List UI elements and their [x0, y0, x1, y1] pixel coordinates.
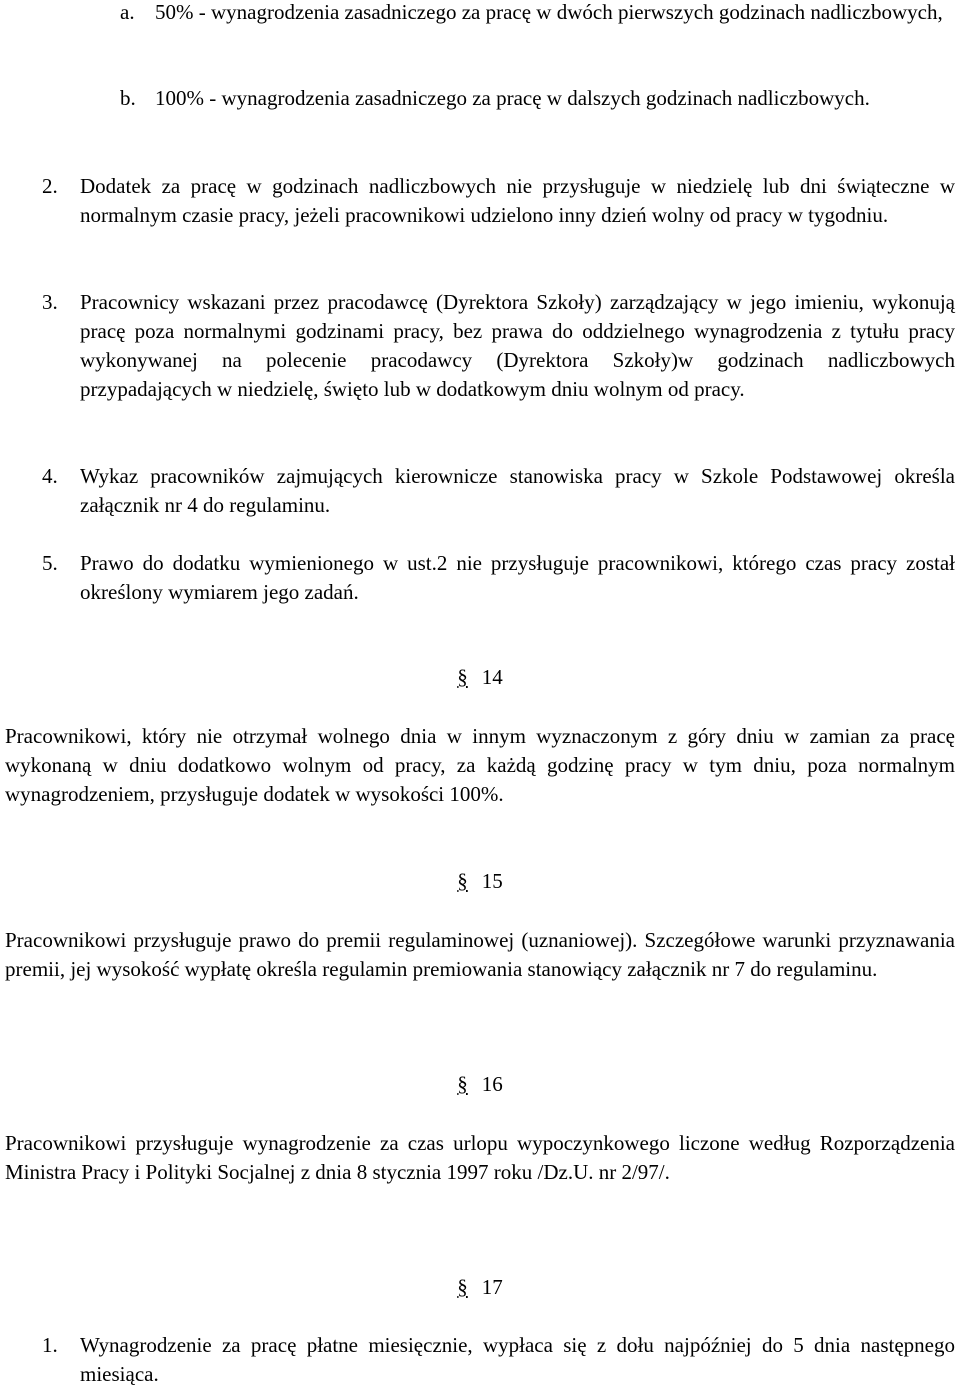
list-item-b	[120, 84, 955, 113]
section-heading-16	[0, 1070, 960, 1099]
list-item-text: Prawo do dodatku wymienionego w ust.2 nie przysługuje pracownikowi, którego czas pracy został określony wymiarem jego zadań.	[80, 551, 955, 604]
list-item-text: Wykaz pracowników zajmujących kierownicze stanowiska pracy w Szkole Podstawowej określa załącznik nr 4 do regulaminu.	[80, 464, 955, 517]
list-item-text: Wynagrodzenie za pracę płatne miesięcznie, wypłaca się z dołu najpóźniej do 5 dnia następnego miesiąca.	[80, 1333, 955, 1386]
section-symbol: §	[457, 665, 468, 689]
section-heading-15	[0, 867, 960, 896]
section-paragraph-16: Pracownikowi przysługuje wynagrodzenie za czas urlopu wypoczynkowego liczone według Rozporządzenia Ministra Pracy i Polityki Socjalnej z dnia 8 stycznia 1997 roku /Dz.U. nr 2/97/.	[5, 1131, 955, 1184]
list-item-text: 100% - wynagrodzenia zasadniczego za pracę w dalszych godzinach nadliczbowych.	[155, 86, 870, 110]
section-symbol: §	[457, 869, 468, 893]
section-number: 14	[481, 665, 503, 689]
section-number: 16	[481, 1072, 503, 1096]
list-item-3	[42, 288, 955, 404]
list-number: 1.	[42, 1333, 58, 1357]
list-item-text: Pracownicy wskazani przez pracodawcę (Dyrektora Szkoły) zarządzający w jego imieniu, wykonują pracę poza normalnymi godzinami pracy, bez prawa do oddzielnego wynagrodzenia z tytułu pracy wykonywanej na polecenie pracodawcy (Dyrektora Szkoły)w godzinach nadliczbowych przypadających w niedzielę, święto lub w dodatkowym dniu wolnym od pracy.	[80, 290, 955, 401]
section-symbol: §	[457, 1275, 468, 1299]
list-number: 2.	[42, 174, 58, 198]
list-marker: a.	[120, 0, 135, 24]
list-item-4	[42, 462, 955, 520]
list-number: 4.	[42, 464, 58, 488]
list-item-2	[42, 172, 955, 230]
list-number: 5.	[42, 551, 58, 575]
list-item-1	[42, 1331, 955, 1389]
list-item-5	[42, 549, 955, 607]
section-paragraph-14: Pracownikowi, który nie otrzymał wolnego dnia w innym wyznaczonym z góry dniu w zamian za pracę wykonaną w dniu dodatkowo wolnym od pracy, za każdą godzinę pracy w tym dniu, poza normalnym wynagrodzeniem, przysługuje dodatek w wysokości 100%.	[5, 724, 955, 806]
section-heading-17	[0, 1273, 960, 1302]
list-item-a	[120, 0, 955, 27]
section-number: 17	[481, 1275, 503, 1299]
section-number: 15	[481, 869, 503, 893]
section-paragraph-15: Pracownikowi przysługuje prawo do premii regulaminowej (uznaniowej). Szczegółowe warunki przyznawania premii, jej wysokość wypłatę określa regulamin premiowania stanowiący załącznik nr 7 do regulaminu.	[5, 928, 955, 981]
list-marker: b.	[120, 86, 136, 110]
list-item-text: 50% - wynagrodzenia zasadniczego za pracę w dwóch pierwszych godzinach nadliczbowych,	[155, 0, 943, 24]
section-heading-14	[0, 663, 960, 692]
list-number: 3.	[42, 290, 58, 314]
section-symbol: §	[457, 1072, 468, 1096]
list-item-text: Dodatek za pracę w godzinach nadliczbowych nie przysługuje w niedzielę lub dni świąteczne w normalnym czasie pracy, jeżeli pracownikowi udzielono inny dzień wolny od pracy w tygodniu.	[80, 174, 955, 227]
